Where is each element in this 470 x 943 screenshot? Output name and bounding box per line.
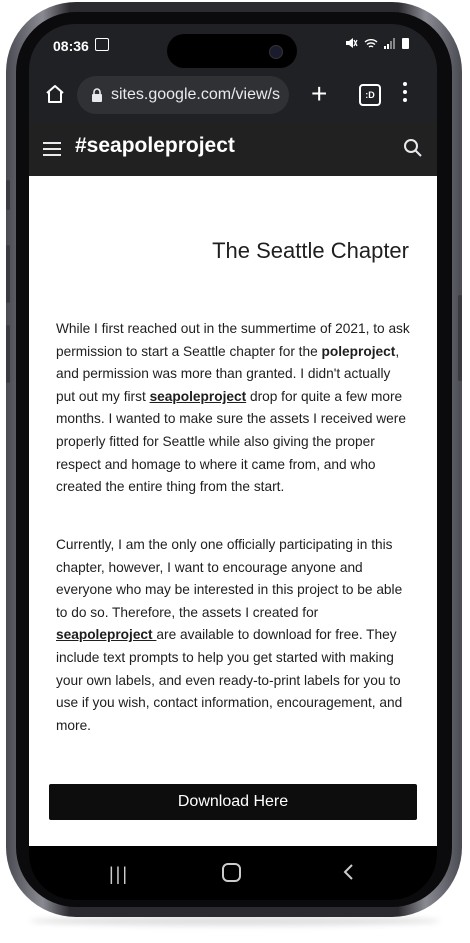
intro-paragraph: While I first reached out in the summertime of 2021, to ask permission to start a Seattle chapter for the poleproject, and permission was more than granted. I didn't actually put out my first seapoleproject drop for quite a few more months. I wanted to make sure the assets I received were properly fitted for Seattle while also giving the proper respect and homage to where it came from, and who created the entire thing from the start. xyxy=(56,321,410,495)
signal-icon xyxy=(384,38,396,49)
phone-screen xyxy=(29,24,437,900)
gallery-notification-icon xyxy=(95,38,109,51)
dynamic-island xyxy=(167,34,297,68)
url-text: sites.google.com/view/s xyxy=(111,86,280,103)
download-button[interactable]: Download Here xyxy=(49,784,417,820)
page-content xyxy=(29,176,437,846)
back-icon[interactable] xyxy=(339,862,359,882)
action-button xyxy=(6,180,10,210)
front-camera xyxy=(269,45,283,59)
browser-toolbar xyxy=(29,68,437,122)
more-menu-icon[interactable] xyxy=(403,82,409,106)
power-button xyxy=(458,295,462,381)
home-button-icon[interactable] xyxy=(222,863,241,882)
home-icon[interactable] xyxy=(43,82,67,106)
search-icon[interactable] xyxy=(403,138,423,158)
mute-icon xyxy=(345,37,358,49)
volume-down-button xyxy=(6,325,10,383)
recent-apps-icon[interactable]: ||| xyxy=(109,864,130,884)
site-header xyxy=(29,122,437,176)
lock-icon xyxy=(91,88,103,102)
hamburger-menu-icon[interactable] xyxy=(43,142,61,160)
android-nav-bar xyxy=(29,846,437,900)
new-tab-icon[interactable]: + xyxy=(311,78,328,109)
site-title[interactable]: #seapoleproject xyxy=(75,134,235,157)
poleproject-bold: poleproject xyxy=(321,343,396,359)
device-shadow xyxy=(30,916,440,926)
status-icons xyxy=(345,37,409,49)
participation-paragraph: Currently, I am the only one officially participating in this chapter, however, I want to encourage anyone and everyone who may be interested in this project to be able to do so. Therefore, the assets I created for seapoleproject are available to download for free. They include text prompts to help you get started with making your own labels, and even ready-to-print labels for you to use if you wish, contact information, encouragement, and more. xyxy=(56,537,403,733)
volume-up-button xyxy=(6,245,10,303)
status-time: 08:36 xyxy=(53,38,89,54)
battery-icon xyxy=(402,38,409,49)
page-title: The Seattle Chapter xyxy=(212,238,409,263)
status-bar xyxy=(29,24,437,68)
tab-switcher-button[interactable]: :D xyxy=(359,84,381,106)
seapoleproject-link-2[interactable]: seapoleproject xyxy=(56,627,157,643)
seapoleproject-link[interactable]: seapoleproject xyxy=(149,388,247,404)
address-bar[interactable] xyxy=(77,76,289,114)
wifi-icon xyxy=(364,38,378,49)
